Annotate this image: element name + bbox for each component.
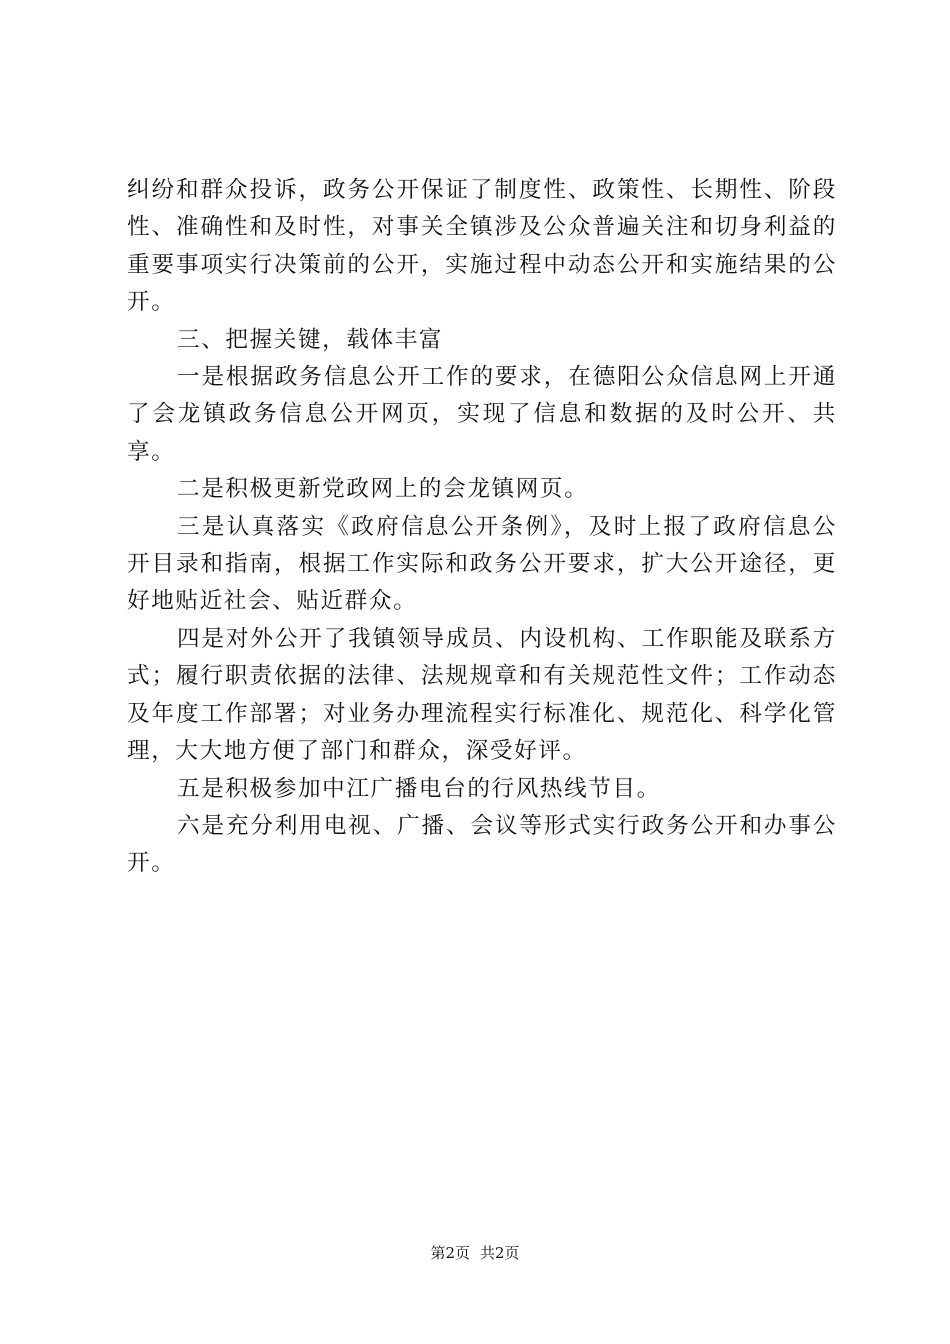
page-footer	[0, 1243, 950, 1263]
paragraph-item-5: 五是积极参加中江广播电台的行风热线节目。	[177, 775, 661, 802]
paragraph-item-1: 一是根据政务信息公开工作的要求，在德阳公众信息网上开通了会龙镇政务信息公开网页，实现了信息和数据的及时公开、共享。	[127, 364, 837, 465]
document-body	[127, 172, 837, 883]
paragraph-item-4: 四是对外公开了我镇领导成员、内设机构、工作职能及联系方式；履行职责依据的法律、法规规章和有关规范性文件；工作动态及年度工作部署；对业务办理流程实行标准化、规范化、科学化管理，大大地方便了部门和群众，深受好评。	[127, 625, 837, 765]
paragraph-1: 纠纷和群众投诉，政务公开保证了制度性、政策性、长期性、阶段性、准确性和及时性，对事关全镇涉及公众普遍关注和切身利益的重要事项实行决策前的公开，实施过程中动态公开和实施结果的公开。	[127, 177, 837, 316]
page-number-current: 第2页	[430, 1244, 470, 1262]
paragraph-item-3: 三是认真落实《政府信息公开条例》，及时上报了政府信息公开目录和指南，根据工作实际和政务公开要求，扩大公开途径，更好地贴近社会、贴近群众。	[127, 513, 837, 615]
paragraph-item-2: 二是积极更新党政网上的会龙镇网页。	[177, 476, 589, 503]
page-number-total: 共2页	[480, 1244, 520, 1262]
section-heading-3: 三、把握关键，载体丰富	[177, 326, 444, 353]
paragraph-item-6: 六是充分利用电视、广播、会议等形式实行政务公开和办事公开。	[127, 812, 837, 877]
